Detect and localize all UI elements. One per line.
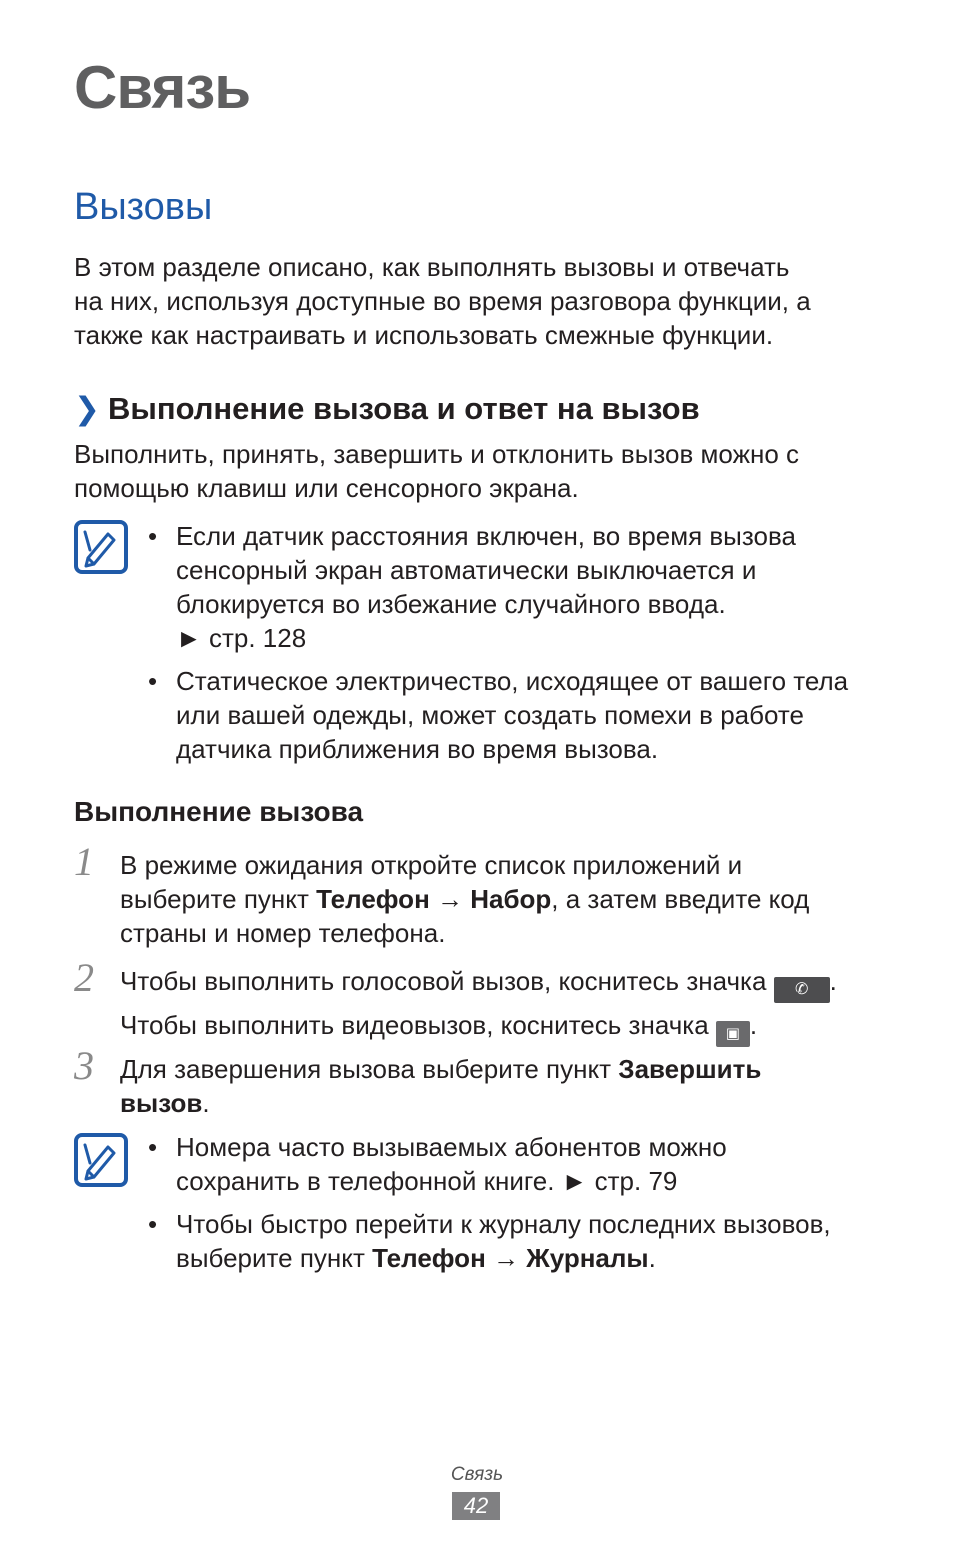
page-reference: ► стр. 128 [176,623,307,653]
subsection-title: Выполнение вызова и ответ на вызов [107,391,700,426]
subsection-line: помощью клавиш или сенсорного экрана. [74,473,579,503]
note-line: Если датчик расстояния включен, во время вызова [176,521,796,551]
text-run: выберите пункт [120,884,317,914]
chevron-right-icon: ❯ [74,391,100,426]
note-line: Чтобы быстро перейти к журналу последних вызовов, [176,1209,831,1239]
voice-call-icon: ✆ [774,977,830,1003]
video-call-icon: ▣ [716,1021,750,1047]
section-title: Вызовы [74,186,213,228]
menu-end-call: вызов [120,1088,203,1118]
step-text [120,1052,880,1120]
note-line: или вашей одежды, может создать помехи в работе [176,700,804,730]
note-list [148,1130,888,1284]
note-line: датчика приближения во время вызова. [176,734,659,764]
intro-line: В этом разделе описано, как выполнять вызовы и отвечать [74,252,790,282]
note-line [176,1241,888,1275]
text-run: Чтобы выполнить голосовой вызов, коснитесь значка [120,966,774,996]
step-line [120,1008,880,1047]
step-line [120,1086,880,1120]
note-bullet [148,519,888,655]
text-run: . [202,1088,210,1118]
step-text [120,848,880,950]
subsection-heading [74,393,700,424]
step-number: 3 [74,1043,94,1088]
note-line: сенсорный экран автоматически выключается и [176,555,757,585]
step-line [120,882,880,916]
intro-line: на них, используя доступные во время разговора функции, а [74,286,811,316]
text-run: , а затем введите код [551,884,810,914]
note-bullet [148,664,888,766]
text-run: . [648,1243,656,1273]
step-3 [74,1043,874,1120]
note-line: сохранить в телефонной книге. ► стр. 79 [176,1166,678,1196]
making-call-heading: Выполнение вызова [74,796,364,827]
subsection-line: Выполнить, принять, завершить и отклонить вызов можно с [74,439,800,469]
step-1 [74,839,874,950]
step-line [120,964,880,1003]
text-run: Для завершения вызова выберите пункт [120,1054,619,1084]
menu-dial: Набор [470,884,552,914]
bullet-dot: • [148,1209,158,1239]
note-pen-icon [74,1133,128,1187]
menu-phone: Телефон [316,884,430,914]
menu-end-call: Завершить [618,1054,762,1084]
note-bullet [148,1130,888,1198]
step-line: В режиме ожидания откройте список приложений и [120,850,743,880]
intro-line: также как настраивать и использовать смежные функции. [74,320,774,350]
note-line: блокируется во избежание случайного ввода. [176,589,726,619]
subsection-text [74,437,874,505]
bullet-dot: • [148,666,158,696]
arrow: → [485,1243,527,1273]
note-pen-icon [74,520,128,574]
note-line: Номера часто вызываемых абонентов можно [176,1132,727,1162]
page-number: 42 [452,1492,500,1520]
section-intro [74,250,874,352]
chapter-title: Связь [74,54,251,121]
text-run: Чтобы выполнить видеовызов, коснитесь значка [120,1010,716,1040]
step-line [120,1052,880,1086]
step-text [120,964,880,1047]
note-line: Статическое электричество, исходящее от вашего тела [176,666,849,696]
text-run: . [829,966,837,996]
footer-chapter-label: Связь [450,1464,504,1485]
step-number: 1 [74,839,94,884]
menu-logs: Журналы [526,1243,649,1273]
text-run: . [749,1010,758,1040]
bullet-dot: • [148,1132,158,1162]
menu-phone: Телефон [372,1243,486,1273]
note-list [148,519,888,775]
step-2 [74,955,874,1042]
arrow: → [429,884,471,914]
bullet-dot: • [148,521,158,551]
text-run: выберите пункт [176,1243,373,1273]
step-number: 2 [74,955,94,1000]
step-line: страны и номер телефона. [120,918,446,948]
note-bullet [148,1207,888,1275]
